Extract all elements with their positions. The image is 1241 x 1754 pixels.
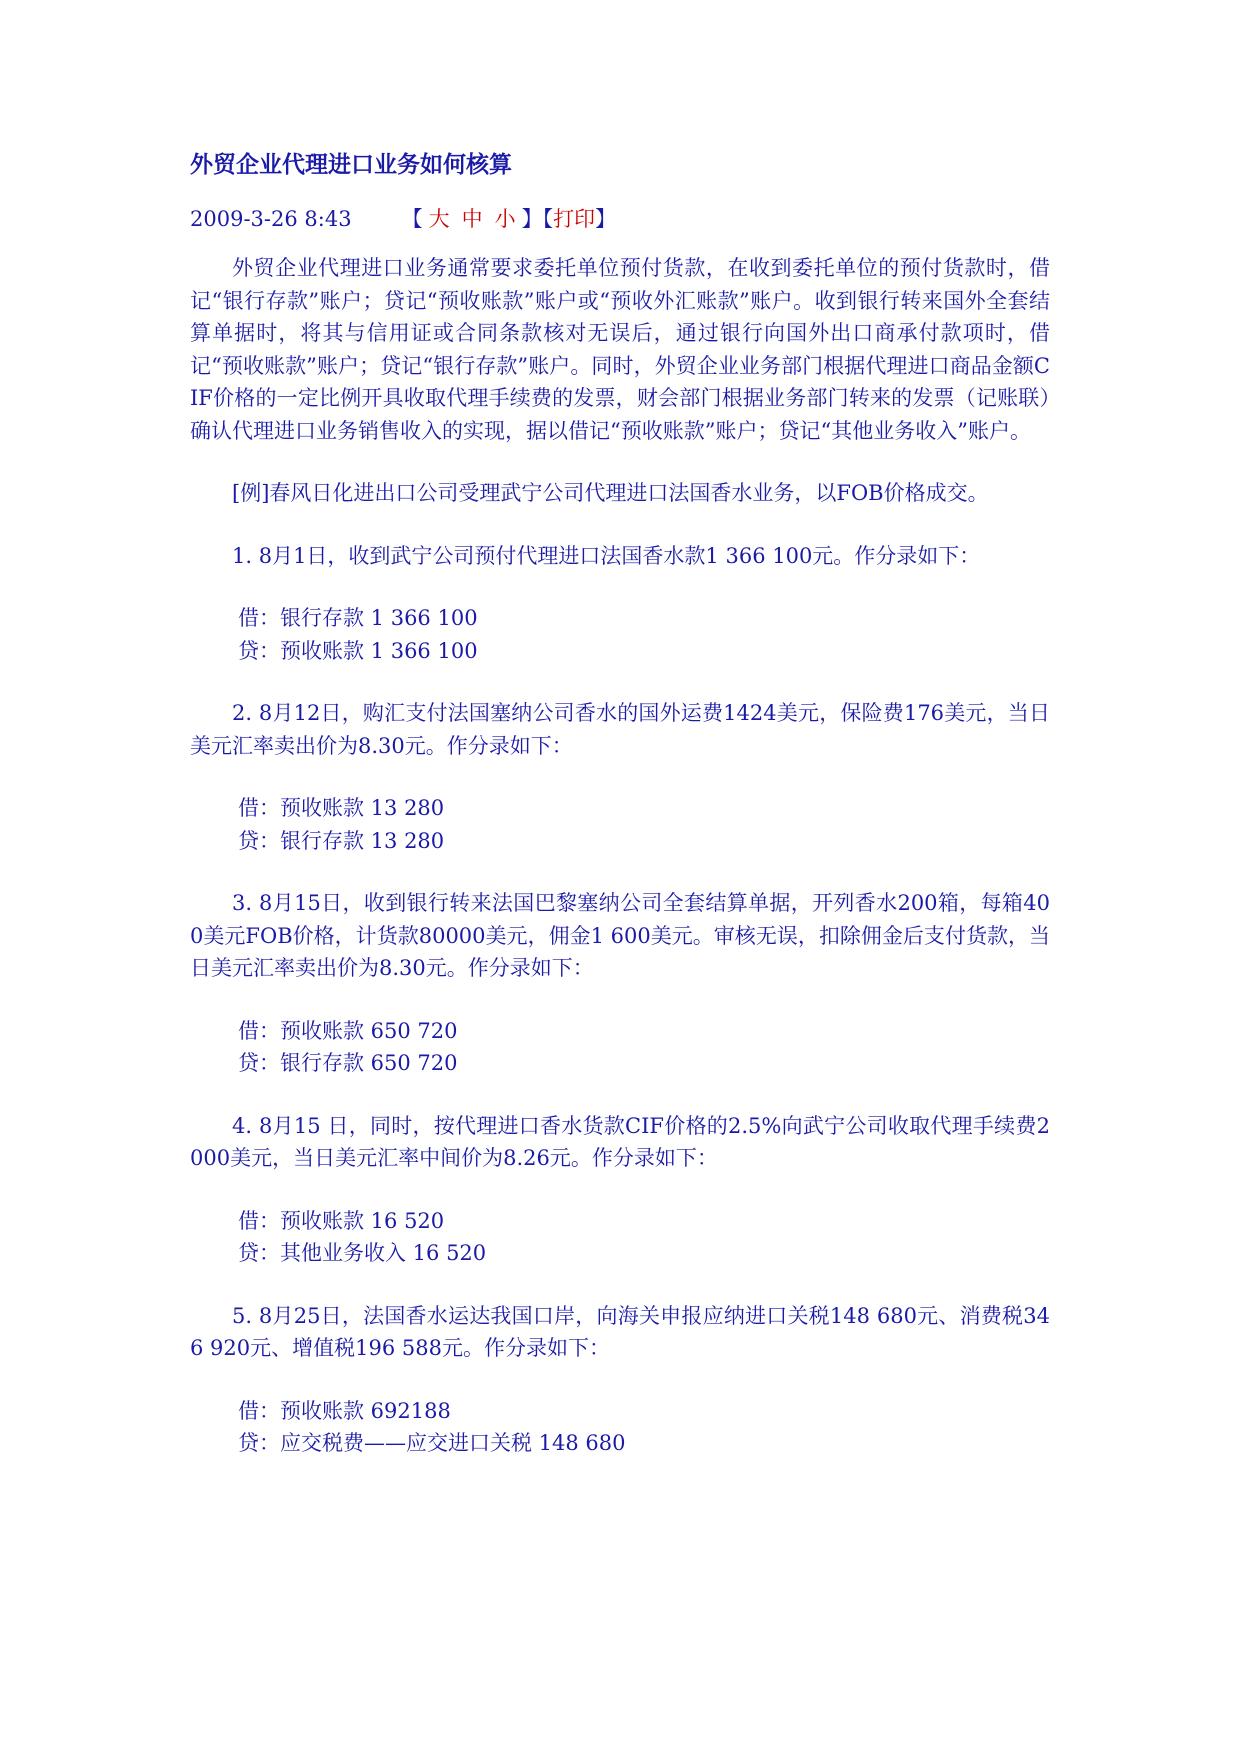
credit-line: 贷：预收账款 1 366 100 — [238, 638, 478, 663]
credit-line: 贷：银行存款 13 280 — [238, 828, 445, 853]
font-size-small-link[interactable]: 小 — [494, 207, 516, 231]
example-paragraph: [例]春风日化进出口公司受理武宁公司代理进口法国香水业务，以FOB价格成交。 — [232, 481, 989, 505]
journal-entry-2 — [190, 792, 1050, 857]
journal-entry-3 — [190, 1015, 1050, 1080]
article-title: 外贸企业代理进口业务如何核算 — [190, 151, 512, 178]
print-link[interactable]: 打印 — [553, 207, 596, 231]
step-4-paragraph: 4. 8月15 日，同时，按代理进口香水货款CIF价格的2.5%向武宁公司收取代理手续费2 000美元，当日美元汇率中间价为8.26元。作分录如下： — [190, 1113, 1050, 1170]
step-5-paragraph: 5. 8月25日，法国香水运达我国口岸，向海关申报应纳进口关税148 680元、消费税346 920元、增值税196 588元。作分录如下： — [190, 1303, 1050, 1360]
font-size-medium-link[interactable]: 中 — [461, 207, 483, 231]
credit-line: 贷：银行存款 650 720 — [238, 1051, 458, 1075]
print-bracket-open: 【 — [542, 207, 554, 231]
step-2-paragraph: 2. 8月12日，购汇支付法国塞纳公司香水的国外运费1424美元，保险费176美元，当日美元汇率卖出价为8.30元。作分录如下： — [190, 701, 1050, 758]
font-size-bracket-open: 【 — [401, 207, 423, 231]
debit-line: 借：银行存款 1 366 100 — [238, 606, 478, 630]
journal-entry-4 — [190, 1205, 1050, 1270]
article — [190, 148, 1050, 1490]
step-3-paragraph: 3. 8月15日，收到银行转来法国巴黎塞纳公司全套结算单据，开列香水200箱，每箱400美元FOB价格，计货款80000美元，佣金1 600美元。审核无误，扣除佣金后支付货款，当日美元汇率卖出价为8.30元。作分录如下： — [190, 891, 1050, 980]
credit-line: 贷：其他业务收入 16 520 — [238, 1241, 487, 1265]
font-size-large-link[interactable]: 大 — [428, 207, 450, 231]
debit-line: 借：预收账款 13 280 — [238, 796, 445, 820]
journal-entry-5 — [190, 1395, 1050, 1460]
print-bracket-close: 】 — [595, 207, 617, 231]
step-1-paragraph: 1. 8月1日，收到武宁公司预付代理进口法国香水款1 366 100元。作分录如下： — [232, 543, 981, 568]
journal-entry-1 — [190, 602, 1050, 667]
debit-line: 借：预收账款 16 520 — [238, 1208, 445, 1233]
publish-date: 2009-3-26 8:43 — [190, 207, 352, 231]
debit-line: 借：预收账款 692188 — [238, 1398, 451, 1423]
debit-line: 借：预收账款 650 720 — [238, 1018, 458, 1043]
credit-line: 贷：应交税费——应交进口关税 148 680 — [238, 1431, 626, 1455]
intro-paragraph: 外贸企业代理进口业务通常要求委托单位预付货款，在收到委托单位的预付货款时，借记“银行存款”账户；贷记“预收账款”账户或“预收外汇账款”账户。收到银行转来国外全套结算单据时，将其与信用证或合同条款核对无误后，通过银行向国外出口商承付款项时，借记“预收账款”账户；贷记“银行存款”账户。同时，外贸企业业务部门根据代理进口商品金额CIF价格的一定比例开具收取代理手续费的发票，财会部门根据业务部门转来的发票（记账联）确认代理进口业务销售收入的实现，据以借记“预收账款”账户；贷记“其他业务收入”账户。 — [190, 256, 1050, 443]
article-meta — [190, 202, 1050, 236]
font-size-bracket-close: 】 — [521, 207, 543, 231]
